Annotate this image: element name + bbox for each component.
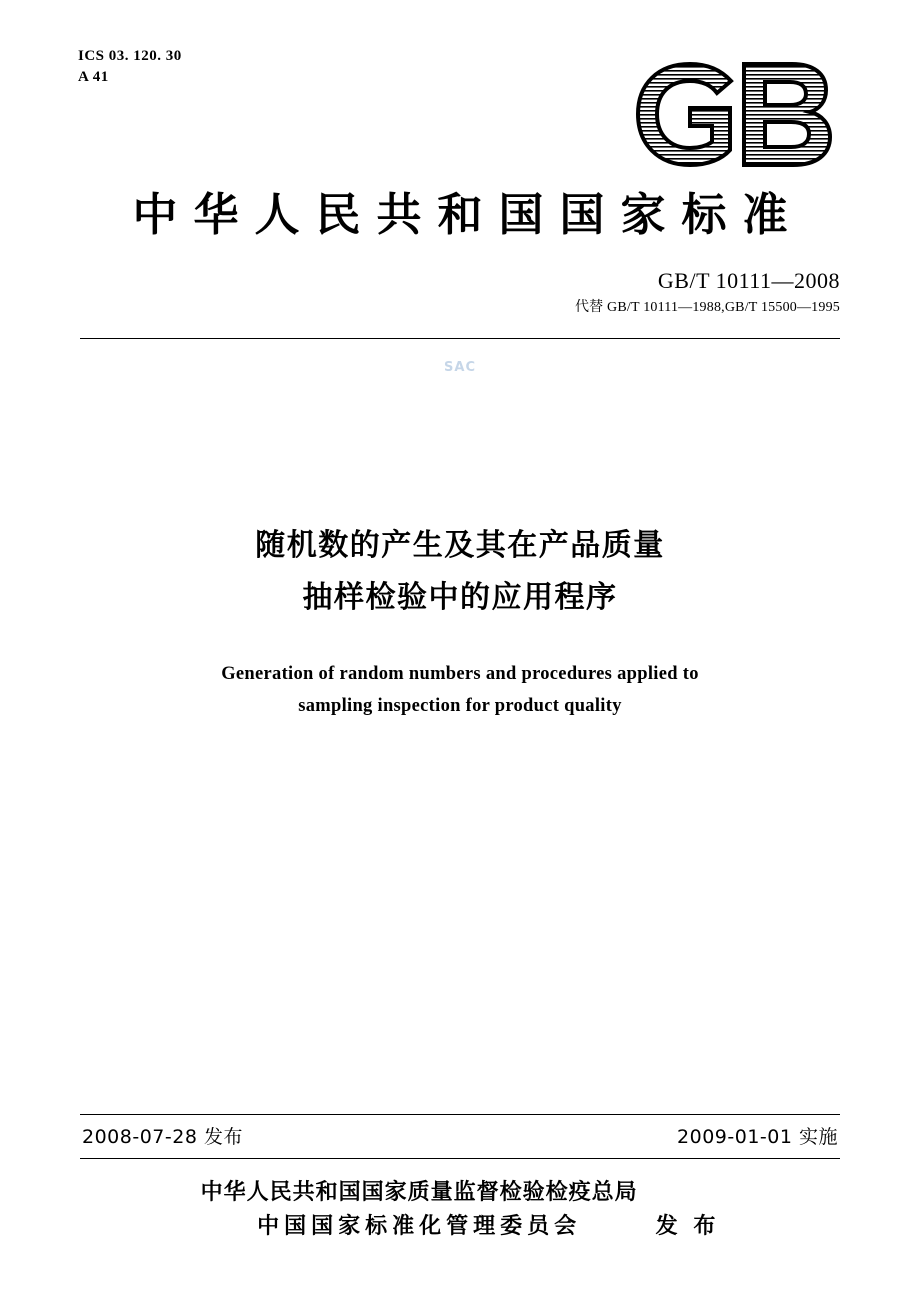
publisher-names <box>201 1176 638 1244</box>
sac-watermark: SAC <box>444 360 476 375</box>
gb-logo-icon <box>632 62 842 167</box>
classification-code: A 41 <box>78 69 109 85</box>
national-standard-title: 中华人民共和国国家标准 <box>132 188 804 241</box>
publisher-line-1: 中华人民共和国国家质量监督检验检疫总局 <box>200 1180 638 1205</box>
replaces-note: 代替 GB/T 10111—1988,GB/T 15500—1995 <box>574 300 840 315</box>
document-title-en-line2: sampling inspection for product quality <box>298 696 622 716</box>
document-title-cn-line2: 抽样检验中的应用程序 <box>302 580 618 615</box>
publisher-block <box>0 1176 920 1244</box>
document-title-en <box>0 658 920 722</box>
divider-bottom-upper <box>80 1114 840 1115</box>
ics-block <box>78 46 182 88</box>
issue-date: 2008-07-28 发布 <box>82 1126 243 1148</box>
ics-code: ICS 03. 120. 30 <box>78 48 182 64</box>
document-title-cn <box>0 520 920 624</box>
publisher-line-2: 中国国家标准化管理委员会 <box>257 1214 582 1239</box>
implementation-date: 2009-01-01 实施 <box>677 1126 838 1148</box>
publisher-action-label: 发 布 <box>655 1214 720 1239</box>
divider-bottom-lower <box>80 1158 840 1159</box>
divider-top <box>80 338 840 339</box>
document-title-cn-line1: 随机数的产生及其在产品质量 <box>255 528 665 563</box>
document-title-en-line1: Generation of random numbers and procedures applied to <box>221 664 699 684</box>
standard-number: GB/T 10111—2008 <box>657 268 840 293</box>
